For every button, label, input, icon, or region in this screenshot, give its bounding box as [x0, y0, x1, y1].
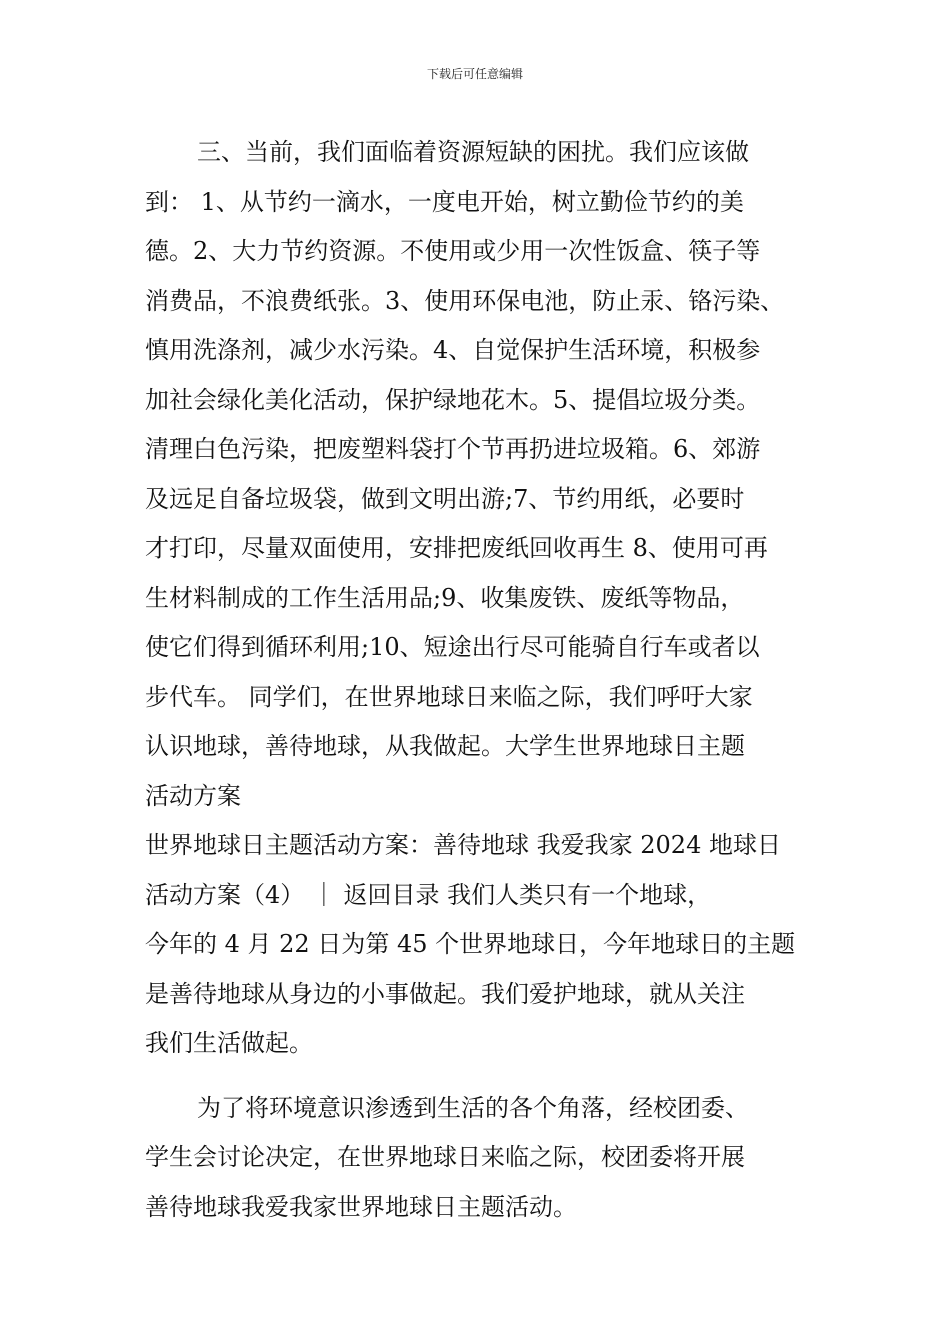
text-line: 善待地球我爱我家世界地球日主题活动。: [145, 1192, 577, 1221]
text-line: 活动方案: [145, 781, 241, 810]
text-line: 活动方案（4） ｜ 返回目录 我们人类只有一个地球，: [145, 880, 712, 909]
text-line: 使它们得到循环利用;10、短途出行尽可能骑自行车或者以: [145, 633, 760, 661]
paragraph-resource-saving: [145, 128, 810, 821]
text-line: 三、当前，我们面临着资源短缺的困扰。我们应该做: [197, 138, 749, 166]
text-line: 生材料制成的工作生活用品;9、收集废铁、废纸等物品，: [145, 583, 745, 612]
text-line: 今年的 4 月 22 日为第 45 个世界地球日，今年地球日的主题: [145, 930, 796, 958]
text-line: 消费品，不浪费纸张。3、使用环保电池，防止汞、铬污染、: [145, 286, 785, 315]
text-line: 才打印，尽量双面使用，安排把废纸回收再生 8、使用可再: [145, 534, 768, 562]
text-line: 到： 1、从节约一滴水，一度电开始，树立勤俭节约的美: [145, 187, 744, 216]
text-line: 是善待地球从身边的小事做起。我们爱护地球，就从关注: [145, 979, 745, 1008]
text-line: 认识地球，善待地球，从我做起。大学生世界地球日主题: [145, 732, 745, 760]
text-line: 及远足自备垃圾袋，做到文明出游;7、节约用纸，必要时: [145, 484, 745, 513]
document-body: [145, 128, 810, 1232]
text-line: 慎用洗涤剂，减少水污染。4、自觉保护生活环境，积极参: [145, 336, 761, 364]
text-line: 为了将环境意识渗透到生活的各个角落，经校团委、: [197, 1093, 749, 1122]
text-line: 德。2、大力节约资源。不使用或少用一次性饭盒、筷子等: [145, 237, 761, 265]
paragraph-activity-plan: [145, 821, 810, 1069]
text-line: 世界地球日主题活动方案：善待地球 我爱我家 2024 地球日: [145, 831, 781, 859]
text-line: 清理白色污染，把废塑料袋打个节再扔进垃圾箱。6、郊游: [145, 435, 761, 463]
text-line: 学生会讨论决定，在世界地球日来临之际，校团委将开展: [145, 1143, 745, 1171]
page-header-note: 下载后可任意编辑: [426, 67, 523, 81]
text-line: 步代车。 同学们，在世界地球日来临之际，我们呼吁大家: [145, 682, 753, 711]
text-line: 加社会绿化美化活动，保护绿地花木。5、提倡垃圾分类。: [145, 385, 761, 414]
text-line: 我们生活做起。: [145, 1029, 313, 1057]
paragraph-environment-awareness: [145, 1084, 810, 1233]
